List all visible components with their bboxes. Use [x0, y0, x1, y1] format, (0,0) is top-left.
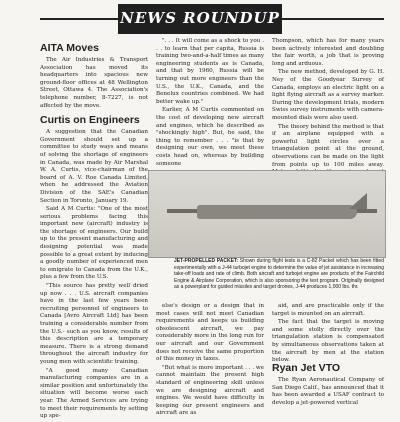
ryan-section: [272, 362, 384, 408]
column-2-lower: [156, 303, 264, 419]
headline-ryan-jet: Ryan Jet VTO: [272, 362, 341, 374]
banner-rule-right: [282, 18, 384, 20]
column-3-lower: [272, 303, 384, 366]
ryan-paragraph: The Ryan Aeronautical Company of San Diego Calif., has announced that it has been awarded a USAF contract to develop a jet-powered vertical: [272, 377, 384, 406]
caption-lead: JET-PROPELLED PACKET:: [174, 258, 239, 264]
section-banner: [118, 4, 282, 34]
headline-curtis: Curtis on Engineers: [40, 114, 140, 127]
curtis-paragraph-2: Said A M Curtis: "One of the most serious problems facing this important new (aircraft) industry is the shortage of engineers. Our build up to the present manufacturing and designing potential was made possible to a great extent by inducing a goodly number of experienced men to emigrate to Canada from the U.K., plus a few from the U.S.: [40, 206, 148, 281]
col3-paragraph-2: The new method, developed by G. H. Ney of the Goodyear Survey of Canada, employs an electric light on a light flying aircraft as a survey marker. During the development trials, modern Swiss survey instruments with camera-mounted dials were also used.: [272, 69, 384, 121]
curtis-paragraph-3: "This source has pretty well dried up now . . . U.S. aircraft companies have in the last few years been recruiting personnel of engineers to Canada [Avro Aircraft Ltd] has been training a considerable number from the U.S.- such as you know, results of this description are a temporary measure. There is a strong demand throughout the aircraft industry for young men with scientific training.: [40, 283, 148, 365]
col2-paragraph-4: "But what is more important . . . we cannot maintain the present high standard of engineering skill unless we are designing aircraft and engines. We would have difficulty in keeping our present engineers and aircraft are as: [156, 364, 264, 417]
headline-aita-moves: AITA Moves: [40, 42, 99, 54]
aita-paragraph: The Air Industries & Transport Association has moved its headquarters into spacious new ground-floor offices at 48 Wellington Street, Ottawa 4. The Association's telephone number, 8-7227, is not affected by the move.: [40, 57, 148, 109]
curtis-paragraph-1: A suggestion that the Canadian Government should set up a committee to study ways and means of solving the shortage of engineers in Canada, was made by Air Marshal W. A. Curtis, vice-chairman of the board of A. V. Roe Canada Limited, when he addressed the Aviation Division of the SAE's Canadian Section in Toronto, January 19.: [40, 129, 148, 204]
col2-paragraph-2: Earlier, A M Curtis commented on the cost of developing new aircraft and engines, which he described as "shockingly high". But, he said, the thing to remember . . . "is that by designing our own, we meet these costs head on, whereas by building someone: [156, 107, 264, 167]
caption-text: Shown during flight tests is a C-82 Packet which has been fitted experimentally with a J-44 turbojet engine to determine the value of jet assistance in increasing take-off loads and rate of climb. Both aircraft and turbojet engine are products of the Fairchild Engine & Airplane Corporation, which is also sponsoring the test program. Originally designed as a powerplant for guided missiles and target drones, J-44 produces 1,000 lbs. thr.: [174, 258, 384, 291]
col3-paragraph-4: aid, and are practicable only if the target is mounted on an aircraft.: [272, 303, 384, 317]
banner-rule-left: [40, 18, 118, 20]
col2-paragraph-1: ". . . It will come as a shock to you . . . to learn that per capita, Russia is training two-and-a-half times as many engineering students as is Canada, and that by 1960, Russia will be turning out more engineers than the U.S., the U.K., Canada, and the Benelux countries combined. We had better wake up.": [156, 38, 264, 105]
photo-caption: [174, 258, 384, 291]
aircraft-photo: [148, 170, 386, 258]
col3-paragraph-1: Thompson, which has for many years been actively interested and doubling the fair worth, a job that is proving long and arduous.: [272, 38, 384, 67]
col3-paragraph-5: The fact that the target is moving and some stolly directly over the triangulation station is compensated by simultaneous observations taken at the aircraft by men at the station below.: [272, 319, 384, 364]
plane-tail-shape: [349, 193, 367, 209]
section-title: NEWS ROUNDUP: [120, 9, 280, 27]
column-2: [156, 38, 264, 169]
column-3: [272, 38, 384, 185]
curtis-paragraph-4: "A good many Canadian manufacturing companies are in a similar position and unfortunately the situation will become worse each year. The Armed Services are trying to meet their requirements by setting up spe-: [40, 367, 148, 420]
column-1: [40, 38, 148, 422]
col2-paragraph-3: else's design or a design that in most cases will not meet Canadian requirements and keeps us building obsolescent aircraft, we pay considerably more in the long run for our aircraft and our Government does not receive the same proportion of this money in taxes.: [156, 303, 264, 363]
plane-fuselage-shape: [197, 205, 357, 219]
col3-paragraph-3: The theory behind the method is that if an airplane equipped with a powerful light circles over a triangulation point at the ground, observations can be made on the light from points up to 100 miles away.: [272, 123, 384, 168]
